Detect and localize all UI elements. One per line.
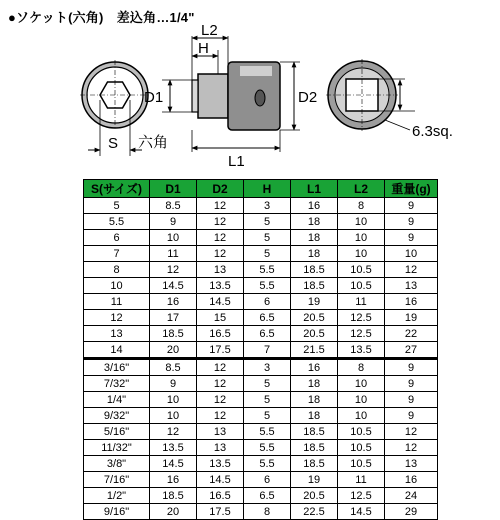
table-cell: 17.5 [197,504,244,520]
table-cell: 5.5 [244,262,291,278]
table-cell: 22 [385,326,438,342]
column-header: L2 [338,180,385,198]
column-header: 重量(g) [385,180,438,198]
table-cell: 3/8" [84,456,150,472]
table-cell: 16 [150,294,197,310]
table-row [84,262,438,278]
table-cell: 10.5 [338,262,385,278]
table-cell: 19 [291,294,338,310]
table-cell: 11 [84,294,150,310]
table-cell: 20.5 [291,488,338,504]
table-cell: 8 [84,262,150,278]
table-row [84,456,438,472]
table-cell: 18 [291,408,338,424]
d2-label: D2 [298,89,318,106]
table-row [84,214,438,230]
table-cell: 3/16" [84,359,150,376]
column-header: L1 [291,180,338,198]
table-cell: 12 [197,392,244,408]
table-row [84,392,438,408]
table-cell: 10 [338,376,385,392]
table-cell: 13.5 [197,456,244,472]
table-cell: 12.5 [338,326,385,342]
table-cell: 5.5 [244,456,291,472]
table-cell: 9 [150,376,197,392]
table-cell: 13 [197,424,244,440]
table-cell: 5 [244,246,291,262]
column-header: H [244,180,291,198]
table-cell: 11/32" [84,440,150,456]
table-cell: 16 [385,472,438,488]
table-cell: 9/16" [84,504,150,520]
table-cell: 6 [84,230,150,246]
table-cell: 7/32" [84,376,150,392]
table-cell: 6 [244,294,291,310]
table-cell: 18.5 [291,440,338,456]
table-cell: 9 [150,214,197,230]
table-cell: 10 [338,392,385,408]
table-cell: 10 [385,246,438,262]
table-cell: 12 [197,214,244,230]
table-row [84,424,438,440]
table-row [84,488,438,504]
table-cell: 16.5 [197,326,244,342]
hex-end-view [80,60,168,156]
table-cell: 5 [244,230,291,246]
table-cell: 10 [84,278,150,294]
table-cell: 9 [385,408,438,424]
table-row [84,310,438,326]
h-label: H [198,40,209,57]
table-cell: 8 [338,359,385,376]
table-cell: 19 [385,310,438,326]
table-cell: 18.5 [291,456,338,472]
table-cell: 18 [291,214,338,230]
table-cell: 5 [244,408,291,424]
spec-table [83,179,438,520]
table-cell: 12 [197,198,244,214]
column-header: S(サイズ) [84,180,150,198]
square-size-label: 6.3sq. [412,123,453,140]
table-cell: 5.5 [244,424,291,440]
table-body [84,198,438,520]
table-cell: 8 [244,504,291,520]
table-cell: 8.5 [150,359,197,376]
table-cell: 14 [84,342,150,359]
table-cell: 6 [244,472,291,488]
table-cell: 16 [150,472,197,488]
table-cell: 16 [291,198,338,214]
table-cell: 8.5 [150,198,197,214]
table-cell: 27 [385,342,438,359]
table-cell: 12 [385,262,438,278]
table-cell: 18.5 [150,488,197,504]
l2-label: L2 [201,22,218,39]
table-cell: 13 [197,440,244,456]
table-cell: 12 [150,424,197,440]
table-cell: 20.5 [291,310,338,326]
table-cell: 18 [291,230,338,246]
table-cell: 10 [150,230,197,246]
socket-side-view [144,22,317,170]
table-cell: 16 [291,359,338,376]
table-row [84,359,438,376]
table-row [84,294,438,310]
table-row [84,408,438,424]
table-cell: 12 [385,424,438,440]
table-cell: 11 [338,472,385,488]
table-cell: 7 [244,342,291,359]
table-cell: 18 [291,246,338,262]
table-cell: 13.5 [150,440,197,456]
table-cell: 5 [244,392,291,408]
table-cell: 22.5 [291,504,338,520]
table-cell: 12 [385,440,438,456]
table-row [84,504,438,520]
table-cell: 3 [244,198,291,214]
table-cell: 5.5 [84,214,150,230]
table-cell: 14.5 [150,456,197,472]
table-cell: 18.5 [291,278,338,294]
table-cell: 10.5 [338,278,385,294]
table-cell: 6.5 [244,326,291,342]
table-cell: 16.5 [197,488,244,504]
table-cell: 12 [197,408,244,424]
table-row [84,230,438,246]
table-cell: 19 [291,472,338,488]
table-cell: 10 [338,246,385,262]
table-cell: 9 [385,392,438,408]
l1-label: L1 [228,153,245,170]
table-cell: 15 [197,310,244,326]
table-cell: 20 [150,504,197,520]
column-header: D2 [197,180,244,198]
table-cell: 5/16" [84,424,150,440]
table-row [84,342,438,359]
table-cell: 12 [84,310,150,326]
table-cell: 10 [150,392,197,408]
table-row [84,246,438,262]
table-cell: 6.5 [244,310,291,326]
table-cell: 6.5 [244,488,291,504]
table-cell: 10 [338,214,385,230]
s-label: S [107,135,119,152]
table-header-row [84,180,438,198]
table-cell: 10 [338,408,385,424]
table-cell: 9/32" [84,408,150,424]
column-header: D1 [150,180,197,198]
table-cell: 7 [84,246,150,262]
table-cell: 12 [197,246,244,262]
table-cell: 9 [385,359,438,376]
table-row [84,440,438,456]
table-cell: 14.5 [338,504,385,520]
table-cell: 12 [197,230,244,246]
table-cell: 10 [150,408,197,424]
table-cell: 9 [385,198,438,214]
table-cell: 7/16" [84,472,150,488]
table-cell: 18.5 [291,262,338,278]
table-cell: 5.5 [244,440,291,456]
table-cell: 21.5 [291,342,338,359]
table-row [84,376,438,392]
table-cell: 14.5 [197,294,244,310]
table-cell: 9 [385,376,438,392]
square-end-view [326,59,453,140]
table-cell: 13 [197,262,244,278]
table-cell: 16 [385,294,438,310]
table-cell: 5 [84,198,150,214]
table-cell: 10 [338,230,385,246]
table-cell: 29 [385,504,438,520]
table-cell: 20 [150,342,197,359]
table-cell: 12 [197,376,244,392]
table-cell: 10.5 [338,456,385,472]
table-cell: 14.5 [197,472,244,488]
table-cell: 13.5 [338,342,385,359]
table-cell: 10.5 [338,424,385,440]
table-cell: 18.5 [291,424,338,440]
table-cell: 5.5 [244,278,291,294]
table-row [84,198,438,214]
table-cell: 11 [150,246,197,262]
table-cell: 8 [338,198,385,214]
table-cell: 1/2" [84,488,150,504]
table-cell: 13.5 [197,278,244,294]
table-cell: 3 [244,359,291,376]
table-cell: 13 [385,278,438,294]
hex-label: 六角 [138,134,169,151]
d1-label: D1 [144,89,164,106]
table-cell: 12.5 [338,310,385,326]
table-cell: 24 [385,488,438,504]
page-title: ●ソケット(六角) 差込角…1/4" [8,10,195,25]
table-cell: 17.5 [197,342,244,359]
table-cell: 12 [150,262,197,278]
table-cell: 11 [338,294,385,310]
table-cell: 17 [150,310,197,326]
table-cell: 13 [84,326,150,342]
table-cell: 18 [291,376,338,392]
table-cell: 20.5 [291,326,338,342]
table-cell: 5 [244,214,291,230]
table-cell: 12.5 [338,488,385,504]
table-row [84,472,438,488]
table-cell: 14.5 [150,278,197,294]
table-cell: 9 [385,230,438,246]
table-cell: 9 [385,214,438,230]
socket-diagram [0,20,500,180]
table-cell: 10.5 [338,440,385,456]
table-cell: 18.5 [150,326,197,342]
table-row [84,278,438,294]
table-cell: 13 [385,456,438,472]
table-cell: 1/4" [84,392,150,408]
table-cell: 12 [197,359,244,376]
table-row [84,326,438,342]
table-cell: 18 [291,392,338,408]
table-cell: 5 [244,376,291,392]
